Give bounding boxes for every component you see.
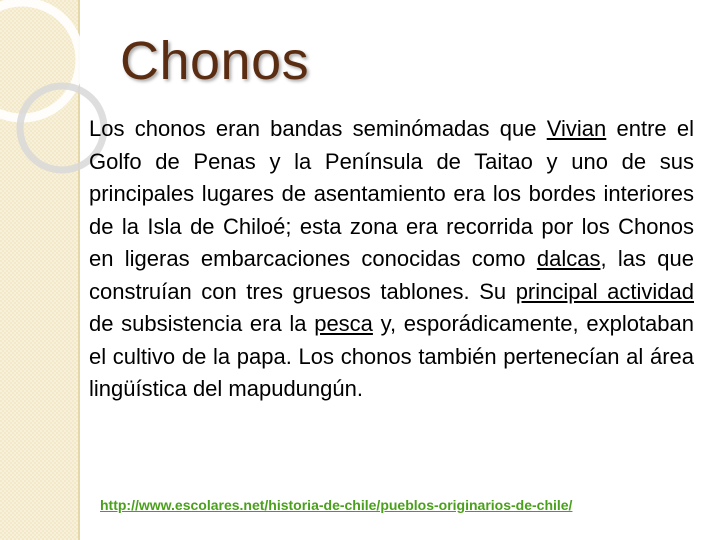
body-text-part-4: de subsistencia era la [89,311,315,336]
body-text-part-5: y, esporádicamente, explotaban el cultivo de la papa. Los chonos también pertenecían al área lingüística del mapudungún. [89,311,694,401]
body-text-part-3: , las que construían con tres gruesos tablones. Su [89,246,695,304]
slide-title: Chonos [120,31,310,91]
source-link[interactable]: http://www.escolares.net/historia-de-chile/pueblos-originarios-de-chile/ [100,497,573,513]
underlined-word-pesca: pesca [314,311,373,336]
underlined-words-principal-actividad: principal actividad [515,278,695,304]
body-text-part-2: entre el Golfo de Penas y la Península de Taitao y uno de sus principales lugares de asentamiento era los bordes interiores de la Isla de Chiloé; esta zona era recorrida por los Chonos en ligeras embarcaciones conocidas como [89,116,694,271]
decorative-ring-large [0,2,80,118]
slide-body-text [89,113,694,406]
underlined-word-vivian: Vivian [546,116,607,141]
body-text-part-1: Los chonos eran bandas seminómadas que [89,116,547,141]
underlined-word-dalcas: dalcas [536,246,601,271]
